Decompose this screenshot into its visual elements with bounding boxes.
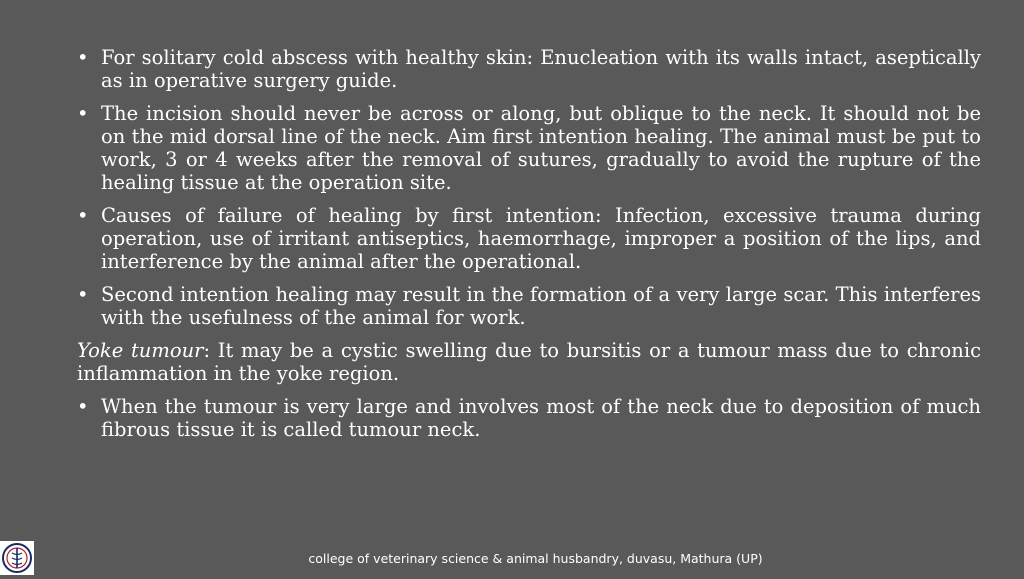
bullet-text: Second intention healing may result in the formation of a very large scar. This interferes with the usefulness of the animal for work.	[101, 283, 981, 329]
bullet-item	[77, 204, 981, 273]
bullet-dot: •	[77, 283, 89, 306]
slide-content	[77, 46, 981, 451]
bullet-item	[77, 46, 981, 92]
yoke-tumour-text: It may be a cystic swelling due to bursitis or a tumour mass due to chronic inflammation in the yoke region.	[77, 339, 981, 385]
yoke-separator: :	[203, 339, 211, 362]
bullet-text: The incision should never be across or along, but oblique to the neck. It should not be on the mid dorsal line of the neck. Aim first intention healing. The animal must be put to work, 3 or 4 weeks after the removal of sutures, gradually to avoid the rupture of the healing tissue at the operation site.	[101, 102, 981, 194]
bullet-text: For solitary cold abscess with healthy skin: Enucleation with its walls intact, aseptically as in operative surgery guide.	[101, 46, 981, 92]
bullet-item	[77, 283, 981, 329]
bullet-dot: •	[77, 204, 89, 227]
bullet-dot: •	[77, 46, 89, 69]
bullet-text: When the tumour is very large and involves most of the neck due to deposition of much fibrous tissue it is called tumour neck.	[101, 395, 981, 441]
yoke-tumour-paragraph	[77, 339, 981, 385]
bullet-item	[77, 102, 981, 194]
bullet-item	[77, 395, 981, 441]
bullet-text: Causes of failure of healing by first intention: Infection, excessive trauma during operation, use of irritant antiseptics, haemorrhage, improper a position of the lips, and interference by the animal after the operational.	[101, 204, 981, 273]
bullet-dot: •	[77, 395, 89, 418]
footer-institution: college of veterinary science & animal husbandry, duvasu, Mathura (UP)	[308, 551, 763, 566]
yoke-tumour-term: Yoke tumour	[77, 339, 204, 362]
bullet-dot: •	[77, 102, 89, 125]
